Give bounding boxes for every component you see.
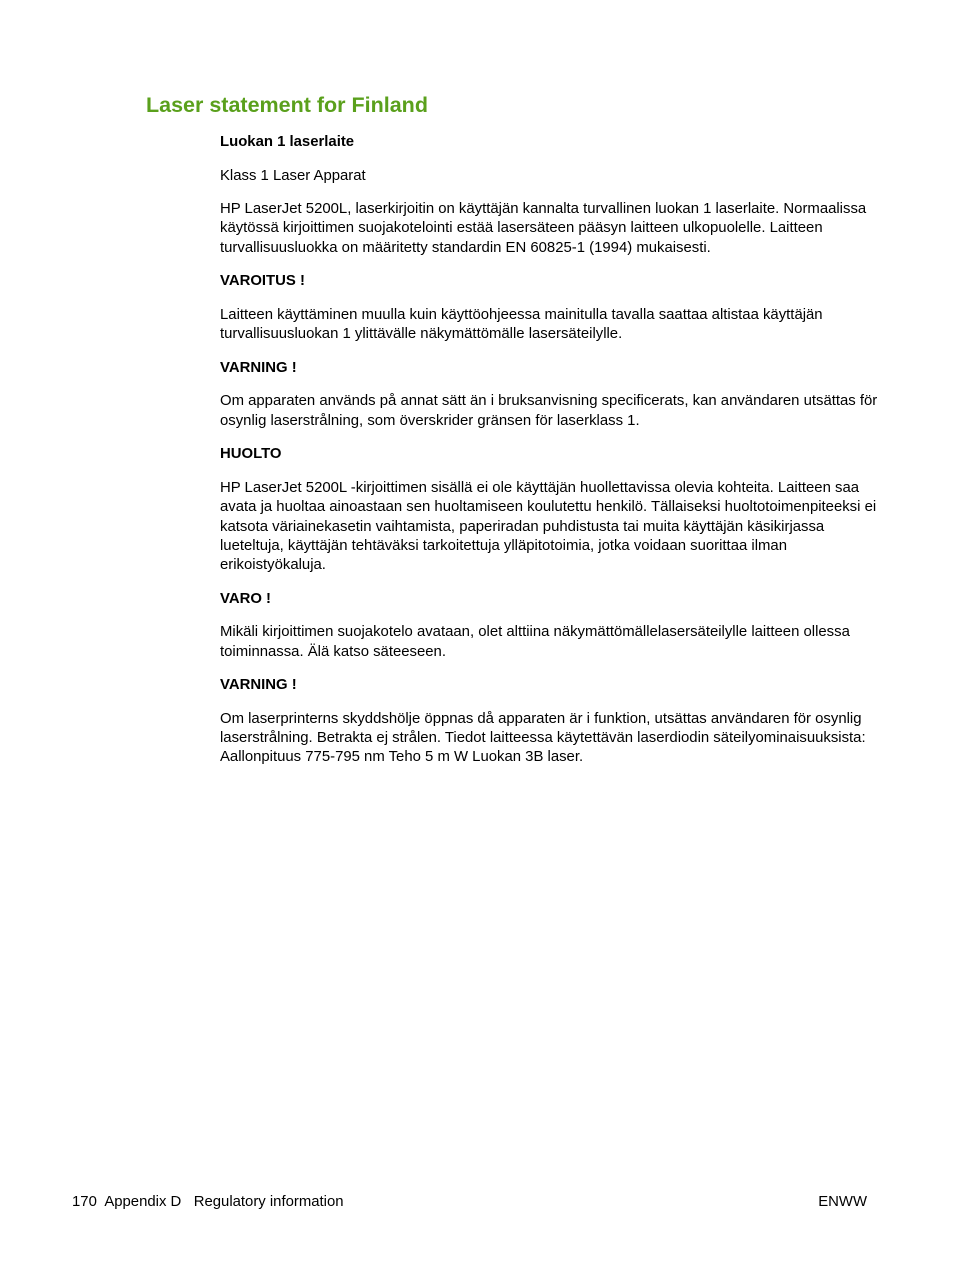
page-title: Laser statement for Finland <box>146 93 428 117</box>
body-paragraph: Klass 1 Laser Apparat <box>220 167 366 184</box>
body-paragraph: HP LaserJet 5200L, laserkirjoitin on käyttäjän kannalta turvallinen luokan 1 laserlaite. Normaalissa käytössä kirjoittimen suojakotelointi estää lasersäteen pääsyn laitteen ulkopuolelle. Laitteen turvallisuusluokka on määritetty standardin EN 60825-1 (1994) mukaisesti. <box>220 201 867 256</box>
document-body <box>220 133 880 782</box>
footer-chapter: Regulatory information <box>193 1194 344 1210</box>
body-paragraph: Om laserprinterns skyddshölje öppnas då apparaten är i funktion, utsättas användaren för osynlig laserstrålning. Betrakta ej strålen. Tiedot laitteessa käytettävän laserdiodin säteilyominaisuuksista: Aallonpituus 775-795 nm Teho 5 m W Luokan 3B laser. <box>220 710 866 766</box>
section-heading: VARNING ! <box>220 677 297 694</box>
section-heading: HUOLTO <box>220 446 282 463</box>
body-paragraph: HP LaserJet 5200L -kirjoittimen sisällä ei ole käyttäjän huollettavissa olevia kohteita. Laitteen saa avata ja huoltaa ainoastaan sen huoltamiseen koulutettu henkilö. Tällaiseksi huoltotoimenpiteeksi ei katsota väriainekasetin vaihtamista, paperiradan puhdistusta tai muita käyttäjän käsikirjassa lueteltuja, käyttäjän tehtäväksi tarkoitettuja ylläpitotoimia, jotka voidaan suorittaa ilman erikoistyökaluja. <box>220 479 877 574</box>
body-paragraph: Mikäli kirjoittimen suojakotelo avataan, olet alttiina näkymättömällelasersäteilylle laitteen ollessa toiminnassa. Älä katso säteeseen. <box>220 624 850 660</box>
footer-section: Appendix D <box>104 1194 182 1210</box>
page-number: 170 <box>72 1194 97 1210</box>
section-heading: VARNING ! <box>220 359 297 376</box>
body-paragraph: Om apparaten används på annat sätt än i bruksanvisning specificerats, kan användaren utsättas för osynlig laserstrålning, som överskrider gränsen för laserklass 1. <box>220 393 878 429</box>
section-heading: Luokan 1 laserlaite <box>220 134 355 150</box>
section-heading: VAROITUS ! <box>220 273 305 290</box>
section-heading: VARO ! <box>220 590 272 607</box>
footer-left <box>72 1193 344 1212</box>
footer-right-label: ENWW <box>818 1194 867 1210</box>
body-paragraph: Laitteen käyttäminen muulla kuin käyttöohjeessa mainitulla tavalla saattaa altistaa käyttäjän turvallisuusluokan 1 ylittävälle näkymättömälle lasersäteilylle. <box>220 306 823 343</box>
